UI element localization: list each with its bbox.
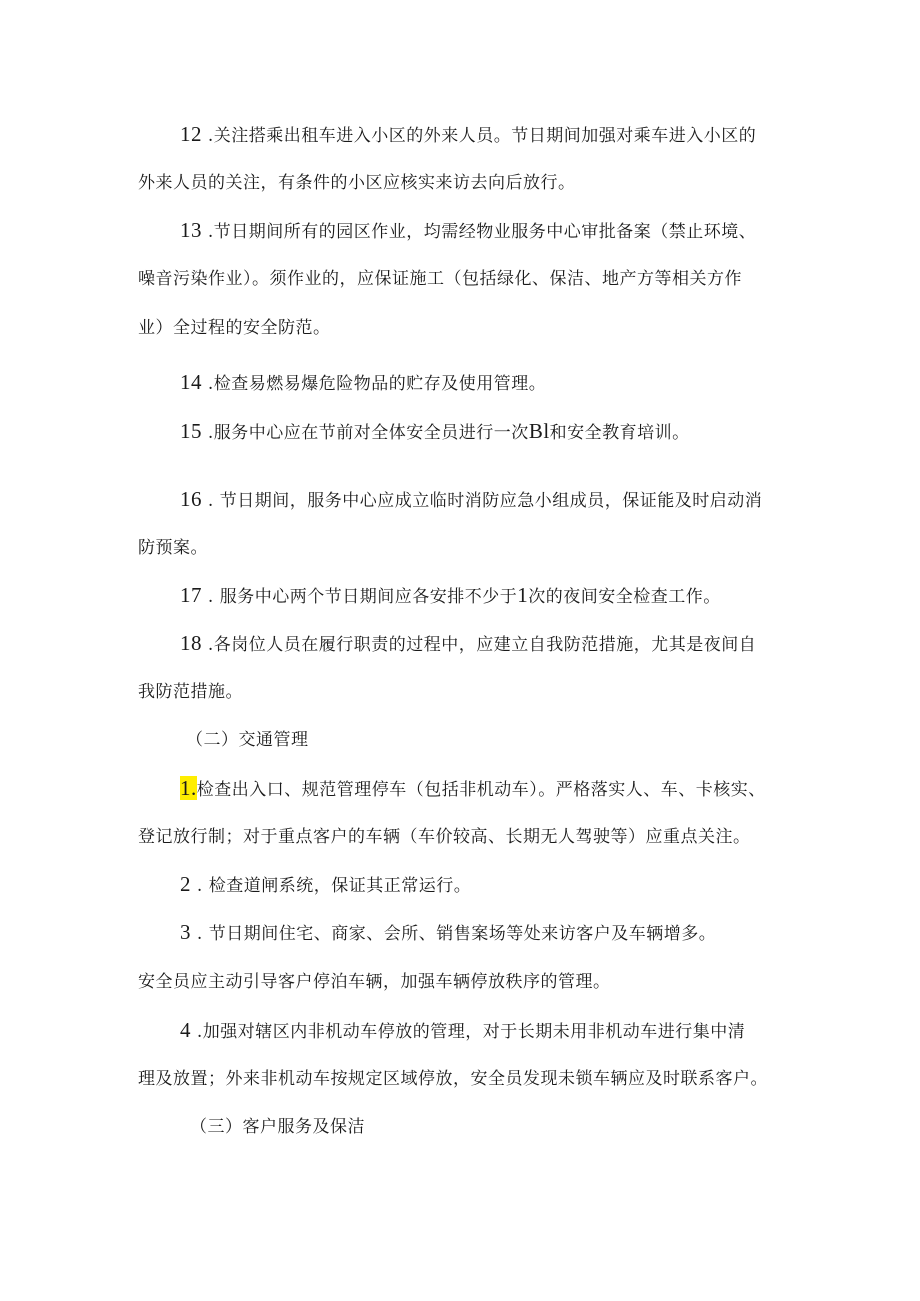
item-number: 13 [180, 218, 202, 242]
section-heading: （二）交通管理 [186, 730, 309, 750]
traffic-item-1 [180, 776, 766, 802]
section-heading: （三）客户服务及保洁 [190, 1117, 365, 1137]
item-text: .加强对辖区内非机动车停放的管理，对于长期未用非机动车进行集中清 [191, 1022, 746, 1042]
item-text: 噪音污染作业）。须作业的，应保证施工（包括绿化、保洁、地产方等相关方作 [138, 269, 742, 289]
traffic-item-2 [180, 872, 471, 898]
item-text: . 节日期间住宅、商家、会所、销售案场等处来访客户及车辆增多。 [191, 924, 717, 944]
traffic-item-3 [180, 920, 716, 946]
item-12 [180, 122, 756, 148]
item-text: .关注搭乘出租车进入小区的外来人员。节日期间加强对乘车进入小区的 [202, 126, 757, 146]
item-text: 外来人员的关注，有条件的小区应核实来访去向后放行。 [138, 173, 576, 193]
traffic-item-1-continuation [138, 825, 751, 849]
item-text: . 服务中心两个节日期间应各安排不少于 [202, 587, 518, 607]
item-text: . 节日期间，服务中心应成立临时消防应急小组成员，保证能及时启动消 [202, 491, 763, 511]
traffic-item-4 [180, 1018, 745, 1044]
item-text: 检查出入口、规范管理停车（包括非机动车）。严格落实人、车、卡核实、 [196, 780, 766, 800]
item-18 [180, 631, 756, 657]
item-14 [180, 370, 546, 396]
item-text: 业）全过程的安全防范。 [138, 318, 331, 338]
item-inline-text: 1 [517, 583, 529, 607]
item-13-continuation-1 [138, 267, 742, 291]
item-number: 16 [180, 487, 202, 511]
item-number: 2 [180, 872, 191, 896]
item-number: 12 [180, 122, 202, 146]
item-text: 我防范措施。 [138, 682, 243, 702]
item-text-tail: 次的夜间安全检查工作。 [528, 587, 721, 607]
item-number: 4 [180, 1018, 191, 1042]
item-text: .检查易燃易爆危险物品的贮存及使用管理。 [202, 374, 547, 394]
item-inline-text: Bl [528, 419, 550, 443]
item-18-continuation [138, 680, 243, 704]
item-12-continuation [138, 171, 576, 195]
item-number: 3 [180, 920, 191, 944]
item-17 [180, 583, 721, 609]
item-text: 理及放置；外来非机动车按规定区域停放，安全员发现未锁车辆应及时联系客户。 [138, 1069, 768, 1089]
item-text: .各岗位人员在履行职责的过程中，应建立自我防范措施，尤其是夜间自 [202, 635, 757, 655]
item-number: 17 [180, 583, 202, 607]
section-heading-traffic [186, 728, 309, 752]
item-text: 安全员应主动引导客户停泊车辆，加强车辆停放秩序的管理。 [138, 972, 611, 992]
item-15 [180, 419, 690, 445]
item-13 [180, 218, 756, 244]
item-text: . 检查道闸系统，保证其正常运行。 [191, 876, 472, 896]
item-text: .节日期间所有的园区作业，均需经物业服务中心审批备案（禁止环境、 [202, 222, 757, 242]
item-16-continuation [138, 536, 208, 560]
item-13-continuation-2 [138, 316, 331, 340]
highlighted-item-number: 1. [180, 776, 197, 800]
item-text: .服务中心应在节前对全体安全员进行一次 [202, 423, 529, 443]
item-text: 登记放行制；对于重点客户的车辆（车价较高、长期无人驾驶等）应重点关注。 [138, 827, 751, 847]
traffic-item-3-continuation [138, 970, 611, 994]
item-number: 18 [180, 631, 202, 655]
traffic-item-4-continuation [138, 1067, 768, 1091]
item-text: 防预案。 [138, 538, 208, 558]
section-heading-customer-service [190, 1115, 365, 1139]
item-number: 15 [180, 419, 202, 443]
item-text-tail: 和安全教育培训。 [549, 423, 690, 443]
item-number: 14 [180, 370, 202, 394]
item-16 [180, 487, 762, 513]
